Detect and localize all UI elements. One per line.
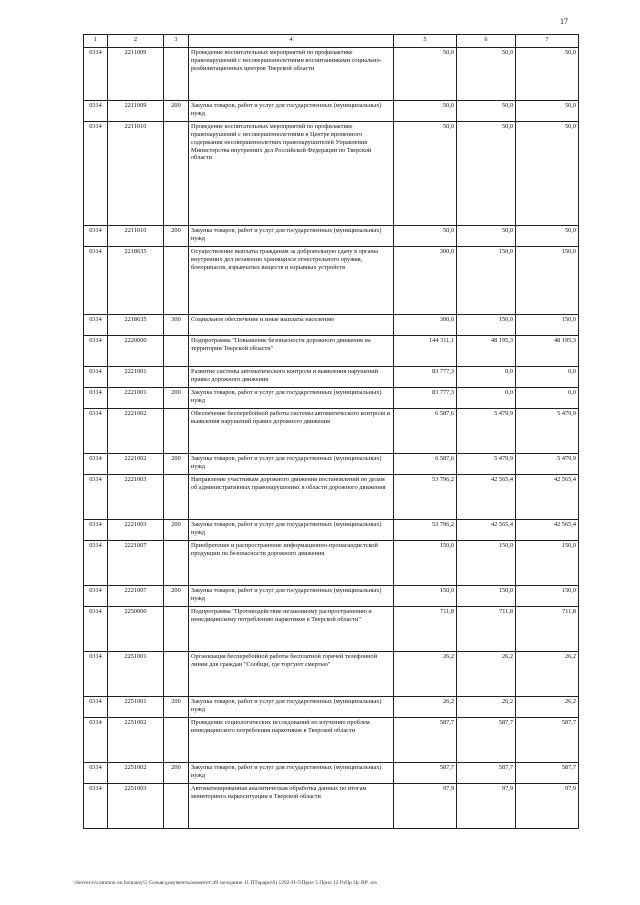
- section-code-cell: 0314: [84, 409, 108, 454]
- expense-type-cell: [164, 48, 189, 101]
- target-code-cell: 2221003: [108, 475, 164, 520]
- amount-col7-cell: 26,2: [516, 697, 579, 718]
- amount-col7-cell: 0,0: [516, 367, 579, 388]
- amount-col6-cell: 150,0: [457, 315, 516, 336]
- item-name-cell: Обеспечение бесперебойной работы системы автоматического контроля и выявления нарушений правил дорожного движения: [189, 409, 394, 454]
- section-code-cell: 0314: [84, 475, 108, 520]
- expense-type-cell: [164, 122, 189, 226]
- item-name-cell: Закупка товаров, работ и услуг для государственных (муниципальных) нужд: [189, 586, 394, 607]
- expense-type-cell: 200: [164, 697, 189, 718]
- table-row: [84, 367, 579, 388]
- expense-type-cell: [164, 784, 189, 829]
- amount-col6-cell: 26,2: [457, 697, 516, 718]
- section-code-cell: 0314: [84, 226, 108, 247]
- amount-col7-cell: 42 565,4: [516, 475, 579, 520]
- column-header: 1: [84, 35, 108, 48]
- item-name-cell: Закупка товаров, работ и услуг для государственных (муниципальных) нужд: [189, 454, 394, 475]
- amount-col5-cell: 83 777,3: [394, 367, 457, 388]
- item-name-cell: Проведение воспитательных мероприятий по профилактике правонарушений с несовершеннолетними воспитанниками социально-реабилитационных центров Тверской области: [189, 48, 394, 101]
- amount-col7-cell: 26,2: [516, 652, 579, 697]
- amount-col6-cell: 50,0: [457, 101, 516, 122]
- expense-type-cell: 200: [164, 586, 189, 607]
- section-code-cell: 0314: [84, 784, 108, 829]
- amount-col7-cell: 150,0: [516, 541, 579, 586]
- section-code-cell: 0314: [84, 520, 108, 541]
- amount-col5-cell: 53 796,2: [394, 520, 457, 541]
- expense-type-cell: [164, 336, 189, 367]
- target-code-cell: 2251002: [108, 718, 164, 763]
- item-name-cell: Проведение социологических исследований по изучению проблем немедицинского потребления наркотиков в Тверской области: [189, 718, 394, 763]
- expense-type-cell: [164, 541, 189, 586]
- amount-col5-cell: 26,2: [394, 652, 457, 697]
- section-code-cell: 0314: [84, 454, 108, 475]
- amount-col6-cell: 50,0: [457, 226, 516, 247]
- item-name-cell: Закупка товаров, работ и услуг для государственных (муниципальных) нужд: [189, 520, 394, 541]
- table-row: [84, 247, 579, 315]
- page-number: 17: [560, 17, 568, 26]
- target-code-cell: 2251002: [108, 763, 164, 784]
- target-code-cell: 2221002: [108, 409, 164, 454]
- expense-type-cell: [164, 652, 189, 697]
- item-name-cell: Подпрограмма "Повышение безопасности дорожного движения на территории Тверской области": [189, 336, 394, 367]
- amount-col5-cell: 300,0: [394, 247, 457, 315]
- section-code-cell: 0314: [84, 763, 108, 784]
- table-row: [84, 475, 579, 520]
- amount-col7-cell: 150,0: [516, 586, 579, 607]
- amount-col5-cell: 144 311,1: [394, 336, 457, 367]
- section-code-cell: 0314: [84, 541, 108, 586]
- item-name-cell: Закупка товаров, работ и услуг для государственных (муниципальных) нужд: [189, 388, 394, 409]
- table-row: [84, 520, 579, 541]
- target-code-cell: 2251001: [108, 652, 164, 697]
- amount-col7-cell: 50,0: [516, 122, 579, 226]
- amount-col7-cell: 50,0: [516, 101, 579, 122]
- target-code-cell: 2251001: [108, 697, 164, 718]
- target-code-cell: 2221007: [108, 541, 164, 586]
- expense-type-cell: [164, 607, 189, 652]
- amount-col5-cell: 300,0: [394, 315, 457, 336]
- amount-col5-cell: 150,0: [394, 541, 457, 586]
- amount-col7-cell: 5 479,9: [516, 454, 579, 475]
- amount-col5-cell: 97,9: [394, 784, 457, 829]
- amount-col7-cell: 48 195,3: [516, 336, 579, 367]
- target-code-cell: 2250000: [108, 607, 164, 652]
- amount-col7-cell: 50,0: [516, 226, 579, 247]
- target-code-cell: 2221001: [108, 388, 164, 409]
- item-name-cell: Направление участникам дорожного движения постановлений по делам об административных правонарушениях в области дорожного движения: [189, 475, 394, 520]
- amount-col6-cell: 50,0: [457, 48, 516, 101]
- expense-type-cell: [164, 367, 189, 388]
- amount-col7-cell: 150,0: [516, 247, 579, 315]
- target-code-cell: 2251003: [108, 784, 164, 829]
- table-row: [84, 652, 579, 697]
- amount-col7-cell: 0,0: [516, 388, 579, 409]
- amount-col7-cell: 50,0: [516, 48, 579, 101]
- target-code-cell: 2221002: [108, 454, 164, 475]
- amount-col5-cell: 6 587,6: [394, 409, 457, 454]
- column-header: 6: [457, 35, 516, 48]
- target-code-cell: 2221003: [108, 520, 164, 541]
- expense-type-cell: [164, 409, 189, 454]
- table-row: [84, 718, 579, 763]
- column-header: 4: [189, 35, 394, 48]
- table-row: [84, 48, 579, 101]
- amount-col6-cell: 587,7: [457, 718, 516, 763]
- amount-col6-cell: 5 479,9: [457, 409, 516, 454]
- table-row: [84, 315, 579, 336]
- expense-type-cell: 200: [164, 226, 189, 247]
- section-code-cell: 0314: [84, 48, 108, 101]
- amount-col6-cell: 97,9: [457, 784, 516, 829]
- target-code-cell: 2218635: [108, 247, 164, 315]
- table-row: [84, 763, 579, 784]
- expense-type-cell: [164, 475, 189, 520]
- budget-table: [83, 34, 579, 829]
- amount-col7-cell: 97,9: [516, 784, 579, 829]
- table-row: [84, 336, 579, 367]
- amount-col6-cell: 26,2: [457, 652, 516, 697]
- table-row: [84, 586, 579, 607]
- item-name-cell: Закупка товаров, работ и услуг для государственных (муниципальных) нужд: [189, 101, 394, 122]
- column-header: 5: [394, 35, 457, 48]
- target-code-cell: 2211009: [108, 101, 164, 122]
- section-code-cell: 0314: [84, 388, 108, 409]
- table-row: [84, 226, 579, 247]
- amount-col5-cell: 50,0: [394, 226, 457, 247]
- amount-col6-cell: 587,7: [457, 763, 516, 784]
- amount-col6-cell: 150,0: [457, 247, 516, 315]
- amount-col5-cell: 587,7: [394, 763, 457, 784]
- item-name-cell: Закупка товаров, работ и услуг для государственных (муниципальных) нужд: [189, 226, 394, 247]
- item-name-cell: Социальное обеспечение и иные выплаты населению: [189, 315, 394, 336]
- item-name-cell: Автоматизированная аналитическая обработка данных по итогам мониторинга наркоситуации в Тверской области: [189, 784, 394, 829]
- amount-col5-cell: 6 587,6: [394, 454, 457, 475]
- amount-col5-cell: 587,7: [394, 718, 457, 763]
- amount-col6-cell: 0,0: [457, 388, 516, 409]
- section-code-cell: 0314: [84, 586, 108, 607]
- item-name-cell: Проведение воспитательных мероприятий по профилактике правонарушений с несовершеннолетними в Центре временного содержания несовершеннолетних правонарушителей Управления Министерства внутренних дел Российской Федерации по Тверской области: [189, 122, 394, 226]
- amount-col6-cell: 42 565,4: [457, 475, 516, 520]
- expense-type-cell: [164, 247, 189, 315]
- amount-col7-cell: 42 565,4: [516, 520, 579, 541]
- amount-col7-cell: 711,8: [516, 607, 579, 652]
- section-code-cell: 0314: [84, 122, 108, 226]
- target-code-cell: 2218635: [108, 315, 164, 336]
- amount-col6-cell: 711,8: [457, 607, 516, 652]
- amount-col6-cell: 48 195,3: [457, 336, 516, 367]
- target-code-cell: 2220000: [108, 336, 164, 367]
- amount-col5-cell: 83 777,3: [394, 388, 457, 409]
- section-code-cell: 0314: [84, 652, 108, 697]
- target-code-cell: 2211010: [108, 122, 164, 226]
- amount-col5-cell: 50,0: [394, 122, 457, 226]
- expense-type-cell: 200: [164, 763, 189, 784]
- table-row: [84, 541, 579, 586]
- table-row: [84, 454, 579, 475]
- item-name-cell: Закупка товаров, работ и услуг для государственных (муниципальных) нужд: [189, 763, 394, 784]
- section-code-cell: 0314: [84, 607, 108, 652]
- table-row: [84, 784, 579, 829]
- amount-col7-cell: 150,0: [516, 315, 579, 336]
- target-code-cell: 2211009: [108, 48, 164, 101]
- item-name-cell: Закупка товаров, работ и услуг для государственных (муниципальных) нужд: [189, 697, 394, 718]
- amount-col7-cell: 587,7: [516, 718, 579, 763]
- section-code-cell: 0314: [84, 697, 108, 718]
- amount-col6-cell: 42 565,4: [457, 520, 516, 541]
- expense-type-cell: 200: [164, 520, 189, 541]
- amount-col5-cell: 26,2: [394, 697, 457, 718]
- amount-col6-cell: 150,0: [457, 586, 516, 607]
- target-code-cell: 2221007: [108, 586, 164, 607]
- amount-col6-cell: 150,0: [457, 541, 516, 586]
- item-name-cell: Приобретение и распространение информационно-пропагандистской продукции по безопасности дорожного движения: [189, 541, 394, 586]
- expense-type-cell: 300: [164, 315, 189, 336]
- expense-type-cell: 200: [164, 388, 189, 409]
- table-row: [84, 101, 579, 122]
- section-code-cell: 0314: [84, 718, 108, 763]
- section-code-cell: 0314: [84, 367, 108, 388]
- item-name-cell: Подпрограмма "Противодействие незаконному распространению и немедицинскому потреблению наркотиков в Тверской области": [189, 607, 394, 652]
- header-row: [84, 35, 579, 48]
- table-row: [84, 122, 579, 226]
- amount-col6-cell: 0,0: [457, 367, 516, 388]
- expense-type-cell: [164, 718, 189, 763]
- file-path-footer: \\Server-n\common on ba\many\5 Созыв\документы\комитет\49 заседание 11 ПТарари\9) 1292-П-5\Прил 5 Прил 12 РзПр Цс ВР .xls: [73, 880, 377, 886]
- amount-col5-cell: 50,0: [394, 48, 457, 101]
- table-row: [84, 607, 579, 652]
- amount-col6-cell: 5 479,9: [457, 454, 516, 475]
- column-header: 2: [108, 35, 164, 48]
- table-row: [84, 388, 579, 409]
- section-code-cell: 0314: [84, 336, 108, 367]
- amount-col5-cell: 50,0: [394, 101, 457, 122]
- section-code-cell: 0314: [84, 247, 108, 315]
- item-name-cell: Организация бесперебойной работы бесплатной горячей телефонной линии для граждан "Сообщи, где торгуют смертью": [189, 652, 394, 697]
- column-header: 7: [516, 35, 579, 48]
- table-row: [84, 697, 579, 718]
- expense-type-cell: 200: [164, 101, 189, 122]
- amount-col6-cell: 50,0: [457, 122, 516, 226]
- target-code-cell: 2221001: [108, 367, 164, 388]
- section-code-cell: 0314: [84, 315, 108, 336]
- column-header: 3: [164, 35, 189, 48]
- amount-col7-cell: 5 479,9: [516, 409, 579, 454]
- item-name-cell: Развитие системы автоматического контроля и выявления нарушений правил дорожного движения: [189, 367, 394, 388]
- section-code-cell: 0314: [84, 101, 108, 122]
- item-name-cell: Осуществление выплаты гражданам за добровольную сдачу в органы внутренних дел незаконно хранящихся огнестрельного оружия, боеприпасов, взрывчатых веществ и взрывных устройств: [189, 247, 394, 315]
- amount-col5-cell: 711,8: [394, 607, 457, 652]
- target-code-cell: 2211010: [108, 226, 164, 247]
- table-row: [84, 409, 579, 454]
- amount-col5-cell: 150,0: [394, 586, 457, 607]
- amount-col7-cell: 587,7: [516, 763, 579, 784]
- expense-type-cell: 200: [164, 454, 189, 475]
- amount-col5-cell: 53 796,2: [394, 475, 457, 520]
